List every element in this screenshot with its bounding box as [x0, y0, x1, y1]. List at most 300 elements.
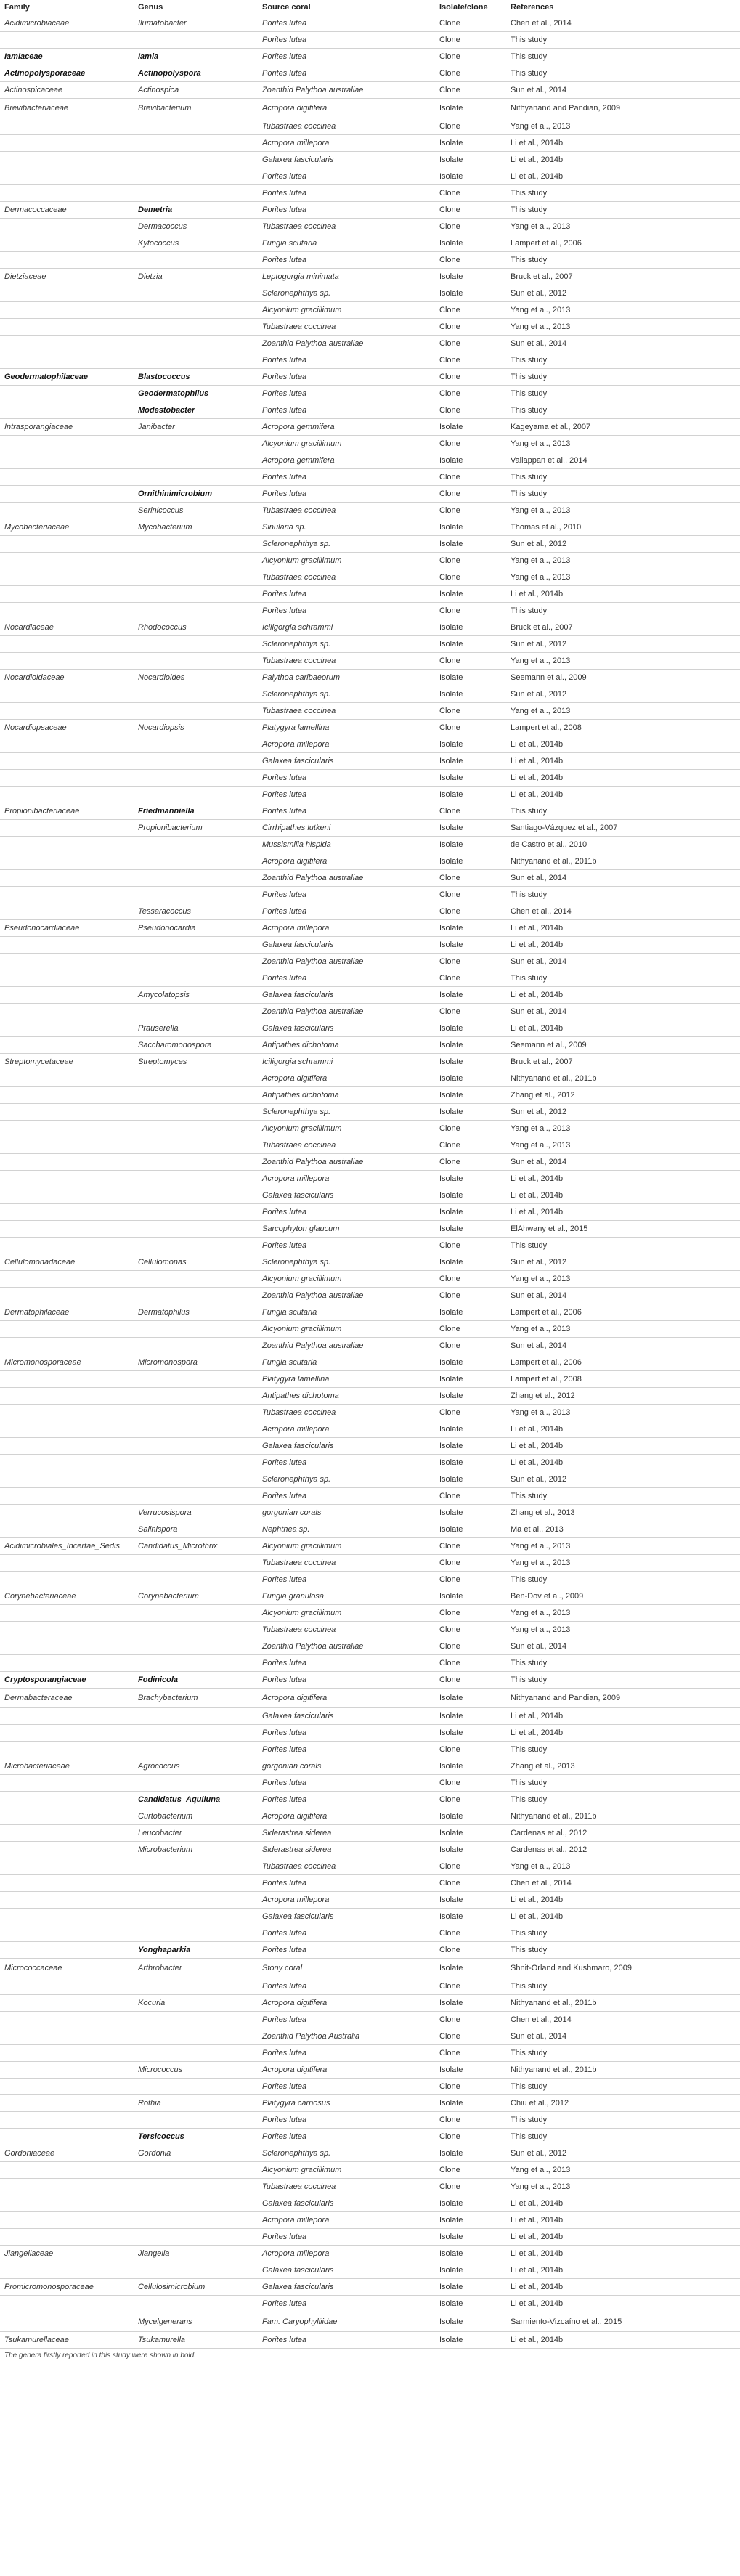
- reference-cell: This study: [506, 252, 740, 269]
- table-row: [0, 152, 740, 168]
- genus-cell: [134, 1137, 258, 1154]
- genus-cell: Microbacterium: [134, 1842, 258, 1858]
- reference-cell: This study: [506, 1775, 740, 1792]
- source-coral-cell: Scleronephthya sp.: [258, 1104, 435, 1121]
- isolate-clone-cell: Clone: [435, 1925, 506, 1942]
- source-coral-cell: gorgonian corals: [258, 1758, 435, 1775]
- genus-cell: [134, 2028, 258, 2045]
- family-cell: [0, 603, 134, 619]
- source-coral-cell: Porites lutea: [258, 1775, 435, 1792]
- reference-cell: Yang et al., 2013: [506, 1605, 740, 1622]
- table-row: [0, 319, 740, 336]
- genus-cell: Candidatus_Microthrix: [134, 1538, 258, 1555]
- source-coral-cell: Zoanthid Palythoa australiae: [258, 82, 435, 99]
- table-row: [0, 1271, 740, 1288]
- reference-cell: Yang et al., 2013: [506, 1538, 740, 1555]
- table-footnote: The genera firstly reported in this study were shown in bold.: [4, 2352, 197, 2360]
- reference-cell: This study: [506, 803, 740, 820]
- family-cell: [0, 1271, 134, 1288]
- genus-cell: [134, 736, 258, 753]
- genus-cell: Dermacoccus: [134, 219, 258, 235]
- family-cell: [0, 1858, 134, 1875]
- family-cell: Dermatophilaceae: [0, 1304, 134, 1321]
- reference-cell: Chiu et al., 2012: [506, 2095, 740, 2112]
- table-row: [0, 1655, 740, 1672]
- genus-cell: [134, 1421, 258, 1438]
- table-row: [0, 603, 740, 619]
- isolate-clone-cell: Clone: [435, 336, 506, 352]
- family-cell: [0, 1137, 134, 1154]
- family-cell: Micromonosporaceae: [0, 1354, 134, 1371]
- table-row: [0, 2012, 740, 2028]
- table-row: [0, 2162, 740, 2179]
- genus-cell: [134, 2262, 258, 2279]
- source-coral-cell: Zoanthid Palythoa Australia: [258, 2028, 435, 2045]
- isolate-clone-cell: Clone: [435, 803, 506, 820]
- isolate-clone-cell: Isolate: [435, 1421, 506, 1438]
- table-row: [0, 2028, 740, 2045]
- table-row: [0, 1925, 740, 1942]
- reference-cell: This study: [506, 202, 740, 219]
- genus-cell: [134, 1338, 258, 1354]
- source-coral-cell: Platygyra lamellina: [258, 1371, 435, 1388]
- source-coral-cell: Porites lutea: [258, 252, 435, 269]
- genus-cell: [134, 569, 258, 586]
- table-row: [0, 703, 740, 720]
- genus-cell: [134, 1925, 258, 1942]
- source-coral-cell: Porites lutea: [258, 1655, 435, 1672]
- family-cell: [0, 2229, 134, 2246]
- genus-cell: [134, 252, 258, 269]
- family-cell: [0, 1421, 134, 1438]
- reference-cell: Yang et al., 2013: [506, 1555, 740, 1572]
- genus-cell: Demetria: [134, 202, 258, 219]
- reference-cell: Sun et al., 2014: [506, 82, 740, 99]
- genus-cell: [134, 870, 258, 887]
- reference-cell: Li et al., 2014b: [506, 1909, 740, 1925]
- isolate-clone-cell: Isolate: [435, 2246, 506, 2262]
- table-row: [0, 1238, 740, 1254]
- genus-cell: [134, 1204, 258, 1221]
- source-coral-cell: Porites lutea: [258, 2229, 435, 2246]
- isolate-clone-cell: Isolate: [435, 1725, 506, 1742]
- genus-cell: [134, 970, 258, 987]
- family-cell: [0, 1892, 134, 1909]
- table-row: [0, 369, 740, 386]
- genus-cell: [134, 1321, 258, 1338]
- table-row: [0, 1858, 740, 1875]
- reference-cell: Chen et al., 2014: [506, 2012, 740, 2028]
- isolate-clone-cell: Isolate: [435, 837, 506, 853]
- family-cell: [0, 937, 134, 954]
- table-row: [0, 720, 740, 736]
- table-row: [0, 1037, 740, 1054]
- isolate-clone-cell: Isolate: [435, 1187, 506, 1204]
- genus-cell: Micromonospora: [134, 1354, 258, 1371]
- source-coral-cell: Galaxea fascicularis: [258, 2262, 435, 2279]
- reference-cell: Li et al., 2014b: [506, 1708, 740, 1725]
- isolate-clone-cell: Clone: [435, 903, 506, 920]
- family-cell: [0, 586, 134, 603]
- table-row: [0, 1137, 740, 1154]
- table-row: [0, 1171, 740, 1187]
- source-coral-cell: Porites lutea: [258, 32, 435, 49]
- family-cell: Tsukamurellaceae: [0, 2332, 134, 2349]
- family-cell: [0, 32, 134, 49]
- family-cell: [0, 686, 134, 703]
- family-cell: Nocardiaceae: [0, 619, 134, 636]
- table-row: [0, 686, 740, 703]
- table-row: [0, 1995, 740, 2012]
- family-cell: [0, 2262, 134, 2279]
- genus-cell: Ornithinimicrobium: [134, 486, 258, 503]
- isolate-clone-cell: Clone: [435, 553, 506, 569]
- isolate-clone-cell: Isolate: [435, 1304, 506, 1321]
- isolate-clone-cell: Isolate: [435, 586, 506, 603]
- isolate-clone-cell: Clone: [435, 954, 506, 970]
- isolate-clone-cell: Clone: [435, 970, 506, 987]
- family-cell: [0, 1455, 134, 1471]
- source-coral-cell: Mussismilia hispida: [258, 837, 435, 853]
- reference-cell: Vallappan et al., 2014: [506, 452, 740, 469]
- table-row: [0, 1304, 740, 1321]
- source-coral-cell: Sinularia sp.: [258, 519, 435, 536]
- genus-cell: [134, 2229, 258, 2246]
- family-cell: [0, 1471, 134, 1488]
- family-cell: [0, 1104, 134, 1121]
- source-coral-cell: Siderastrea siderea: [258, 1825, 435, 1842]
- genus-cell: [134, 1638, 258, 1655]
- isolate-clone-cell: Clone: [435, 82, 506, 99]
- isolate-clone-cell: Isolate: [435, 2095, 506, 2112]
- source-coral-cell: Acropora millepora: [258, 2246, 435, 2262]
- reference-cell: ElAhwany et al., 2015: [506, 1221, 740, 1238]
- genus-cell: [134, 1655, 258, 1672]
- table-row: [0, 887, 740, 903]
- family-cell: [0, 1655, 134, 1672]
- family-cell: [0, 2129, 134, 2145]
- table-body: [0, 15, 740, 2349]
- genus-cell: [134, 32, 258, 49]
- table-row: [0, 1455, 740, 1471]
- isolate-clone-cell: Clone: [435, 65, 506, 82]
- genus-cell: Prauserella: [134, 1020, 258, 1037]
- family-cell: [0, 903, 134, 920]
- reference-cell: Li et al., 2014b: [506, 135, 740, 152]
- table-row: [0, 820, 740, 837]
- isolate-clone-cell: Isolate: [435, 937, 506, 954]
- isolate-clone-cell: Clone: [435, 1792, 506, 1808]
- family-cell: [0, 1708, 134, 1725]
- isolate-clone-cell: Clone: [435, 386, 506, 402]
- reference-cell: Li et al., 2014b: [506, 736, 740, 753]
- genus-cell: [134, 1221, 258, 1238]
- source-coral-cell: Galaxea fascicularis: [258, 1438, 435, 1455]
- reference-cell: This study: [506, 352, 740, 369]
- source-coral-cell: Tubastraea coccinea: [258, 219, 435, 235]
- table-row: [0, 419, 740, 436]
- table-row: [0, 1421, 740, 1438]
- reference-cell: This study: [506, 32, 740, 49]
- isolate-clone-cell: Clone: [435, 2079, 506, 2095]
- source-coral-cell: Porites lutea: [258, 586, 435, 603]
- genus-cell: Geodermatophilus: [134, 386, 258, 402]
- source-coral-cell: Porites lutea: [258, 1742, 435, 1758]
- genus-cell: [134, 452, 258, 469]
- table-row: [0, 970, 740, 987]
- source-coral-cell: Fungia granulosa: [258, 1588, 435, 1605]
- table-row: [0, 1388, 740, 1405]
- genus-cell: [134, 352, 258, 369]
- genus-cell: [134, 653, 258, 670]
- isolate-clone-cell: Isolate: [435, 1354, 506, 1371]
- isolate-clone-cell: Clone: [435, 1405, 506, 1421]
- isolate-clone-cell: Clone: [435, 185, 506, 202]
- source-coral-cell: Galaxea fascicularis: [258, 2195, 435, 2212]
- family-cell: [0, 1555, 134, 1572]
- genus-cell: [134, 586, 258, 603]
- table-row: [0, 853, 740, 870]
- reference-cell: This study: [506, 1925, 740, 1942]
- family-cell: Nocardioidaceae: [0, 670, 134, 686]
- table-row: [0, 1742, 740, 1758]
- isolate-clone-cell: Isolate: [435, 269, 506, 285]
- source-coral-cell: Porites lutea: [258, 1942, 435, 1959]
- isolate-clone-cell: Clone: [435, 436, 506, 452]
- family-cell: Dermabacteraceae: [0, 1689, 134, 1708]
- table-row: [0, 1708, 740, 1725]
- family-cell: [0, 2312, 134, 2332]
- source-coral-cell: Porites lutea: [258, 770, 435, 787]
- source-coral-cell: Porites lutea: [258, 2045, 435, 2062]
- genus-cell: Serinicoccus: [134, 503, 258, 519]
- source-coral-cell: Porites lutea: [258, 2012, 435, 2028]
- isolate-clone-cell: Isolate: [435, 2062, 506, 2079]
- family-cell: [0, 569, 134, 586]
- genus-cell: [134, 2045, 258, 2062]
- isolate-clone-cell: Isolate: [435, 1020, 506, 1037]
- table-row: [0, 32, 740, 49]
- genus-cell: Cellulosimicrobium: [134, 2279, 258, 2296]
- family-cell: [0, 319, 134, 336]
- family-cell: [0, 1204, 134, 1221]
- reference-cell: Sarmiento-Vizcaíno et al., 2015: [506, 2312, 740, 2332]
- source-coral-cell: Antipathes dichotoma: [258, 1087, 435, 1104]
- family-cell: [0, 352, 134, 369]
- reference-cell: Sun et al., 2014: [506, 1338, 740, 1354]
- source-coral-cell: Galaxea fascicularis: [258, 753, 435, 770]
- genus-cell: Propionibacterium: [134, 820, 258, 837]
- reference-cell: This study: [506, 1655, 740, 1672]
- family-cell: [0, 1438, 134, 1455]
- reference-cell: This study: [506, 369, 740, 386]
- reference-cell: This study: [506, 1792, 740, 1808]
- isolate-clone-cell: Clone: [435, 469, 506, 486]
- family-cell: [0, 736, 134, 753]
- source-coral-cell: gorgonian corals: [258, 1505, 435, 1521]
- table-row: [0, 954, 740, 970]
- source-coral-cell: Porites lutea: [258, 2129, 435, 2145]
- genus-cell: [134, 1171, 258, 1187]
- family-cell: [0, 1572, 134, 1588]
- reference-cell: Li et al., 2014b: [506, 770, 740, 787]
- source-coral-cell: Palythoa caribaeorum: [258, 670, 435, 686]
- reference-cell: Li et al., 2014b: [506, 2195, 740, 2212]
- reference-cell: Sun et al., 2012: [506, 1471, 740, 1488]
- genus-cell: Salinispora: [134, 1521, 258, 1538]
- source-coral-cell: Porites lutea: [258, 1925, 435, 1942]
- isolate-clone-cell: Isolate: [435, 1388, 506, 1405]
- genus-cell: [134, 1488, 258, 1505]
- source-coral-cell: Tubastraea coccinea: [258, 1555, 435, 1572]
- family-cell: Dermacoccaceae: [0, 202, 134, 219]
- source-coral-cell: Antipathes dichotoma: [258, 1388, 435, 1405]
- isolate-clone-cell: Clone: [435, 2179, 506, 2195]
- reference-cell: Zhang et al., 2013: [506, 1505, 740, 1521]
- reference-cell: Li et al., 2014b: [506, 2229, 740, 2246]
- family-cell: [0, 1792, 134, 1808]
- genus-cell: Tersicoccus: [134, 2129, 258, 2145]
- family-cell: [0, 302, 134, 319]
- source-coral-cell: Scleronephthya sp.: [258, 1254, 435, 1271]
- source-coral-cell: Porites lutea: [258, 469, 435, 486]
- family-cell: [0, 1605, 134, 1622]
- table-row: [0, 803, 740, 820]
- source-coral-cell: Cirrhipathes lutkeni: [258, 820, 435, 837]
- isolate-clone-cell: Clone: [435, 1321, 506, 1338]
- reference-cell: Yang et al., 2013: [506, 569, 740, 586]
- family-cell: [0, 753, 134, 770]
- family-cell: [0, 787, 134, 803]
- genus-cell: [134, 1892, 258, 1909]
- family-cell: [0, 1521, 134, 1538]
- table-row: [0, 1808, 740, 1825]
- table-row: [0, 252, 740, 269]
- genus-cell: Micrococcus: [134, 2062, 258, 2079]
- isolate-clone-cell: Isolate: [435, 1455, 506, 1471]
- table-row: [0, 1020, 740, 1037]
- source-coral-cell: Galaxea fascicularis: [258, 152, 435, 168]
- isolate-clone-cell: Isolate: [435, 2296, 506, 2312]
- isolate-clone-cell: Isolate: [435, 1471, 506, 1488]
- family-cell: [0, 2012, 134, 2028]
- isolate-clone-cell: Isolate: [435, 2229, 506, 2246]
- family-cell: [0, 1004, 134, 1020]
- isolate-clone-cell: Clone: [435, 1555, 506, 1572]
- genus-cell: Friedmanniella: [134, 803, 258, 820]
- source-coral-cell: Leptogorgia minimata: [258, 269, 435, 285]
- reference-cell: Sun et al., 2012: [506, 1104, 740, 1121]
- table-row: [0, 2279, 740, 2296]
- reference-cell: Seemann et al., 2009: [506, 670, 740, 686]
- table-row: [0, 2129, 740, 2145]
- reference-cell: Lampert et al., 2006: [506, 1304, 740, 1321]
- isolate-clone-cell: Isolate: [435, 1892, 506, 1909]
- genus-cell: [134, 118, 258, 135]
- reference-cell: Yang et al., 2013: [506, 1405, 740, 1421]
- source-coral-cell: Stony coral: [258, 1959, 435, 1978]
- family-cell: [0, 336, 134, 352]
- table-row: [0, 1187, 740, 1204]
- genus-cell: Candidatus_Aquiluna: [134, 1792, 258, 1808]
- isolate-clone-cell: Isolate: [435, 636, 506, 653]
- source-coral-cell: Galaxea fascicularis: [258, 987, 435, 1004]
- reference-cell: de Castro et al., 2010: [506, 837, 740, 853]
- reference-cell: Kageyama et al., 2007: [506, 419, 740, 436]
- table-row: [0, 185, 740, 202]
- reference-cell: Chen et al., 2014: [506, 1875, 740, 1892]
- isolate-clone-cell: Isolate: [435, 2262, 506, 2279]
- source-coral-cell: Fungia scutaria: [258, 1354, 435, 1371]
- genus-cell: [134, 2112, 258, 2129]
- isolate-clone-cell: Isolate: [435, 920, 506, 937]
- table-row: [0, 1588, 740, 1605]
- reference-cell: Li et al., 2014b: [506, 1455, 740, 1471]
- reference-cell: This study: [506, 603, 740, 619]
- source-coral-cell: Porites lutea: [258, 185, 435, 202]
- header-references: References: [506, 0, 740, 15]
- isolate-clone-cell: Clone: [435, 1858, 506, 1875]
- genus-cell: [134, 770, 258, 787]
- source-coral-cell: Fam. Caryophylliidae: [258, 2312, 435, 2332]
- family-cell: Mycobacteriaceae: [0, 519, 134, 536]
- table-row: [0, 2246, 740, 2262]
- source-coral-cell: Porites lutea: [258, 1875, 435, 1892]
- isolate-clone-cell: Clone: [435, 352, 506, 369]
- table-row: [0, 1004, 740, 1020]
- genus-cell: [134, 553, 258, 569]
- family-cell: [0, 185, 134, 202]
- family-cell: [0, 1121, 134, 1137]
- genus-cell: [134, 2296, 258, 2312]
- source-coral-cell: Porites lutea: [258, 386, 435, 402]
- family-cell: [0, 1187, 134, 1204]
- family-cell: [0, 469, 134, 486]
- source-coral-cell: Zoanthid Palythoa australiae: [258, 954, 435, 970]
- table-row: [0, 1622, 740, 1638]
- source-coral-cell: Porites lutea: [258, 352, 435, 369]
- table-row: [0, 2045, 740, 2062]
- source-coral-cell: Porites lutea: [258, 1978, 435, 1995]
- reference-cell: Zhang et al., 2012: [506, 1388, 740, 1405]
- family-cell: [0, 2179, 134, 2195]
- source-coral-cell: Porites lutea: [258, 1204, 435, 1221]
- table-row: [0, 636, 740, 653]
- table-row: [0, 2145, 740, 2162]
- isolate-clone-cell: Clone: [435, 302, 506, 319]
- isolate-clone-cell: Clone: [435, 15, 506, 32]
- reference-cell: Li et al., 2014b: [506, 1171, 740, 1187]
- genus-cell: [134, 2162, 258, 2179]
- isolate-clone-cell: Clone: [435, 2028, 506, 2045]
- table-row: [0, 1471, 740, 1488]
- source-coral-cell: Alcyonium gracillimum: [258, 1321, 435, 1338]
- genus-cell: Curtobacterium: [134, 1808, 258, 1825]
- isolate-clone-cell: Isolate: [435, 1070, 506, 1087]
- family-cell: [0, 1925, 134, 1942]
- family-cell: [0, 1488, 134, 1505]
- genus-cell: [134, 1555, 258, 1572]
- family-cell: [0, 2095, 134, 2112]
- source-coral-cell: Iciligorgia schrammi: [258, 619, 435, 636]
- genus-cell: [134, 1004, 258, 1020]
- genus-cell: Nocardiopsis: [134, 720, 258, 736]
- family-cell: [0, 1221, 134, 1238]
- genus-cell: [134, 1271, 258, 1288]
- isolate-clone-cell: Isolate: [435, 1959, 506, 1978]
- family-cell: [0, 2045, 134, 2062]
- isolate-clone-cell: Isolate: [435, 99, 506, 118]
